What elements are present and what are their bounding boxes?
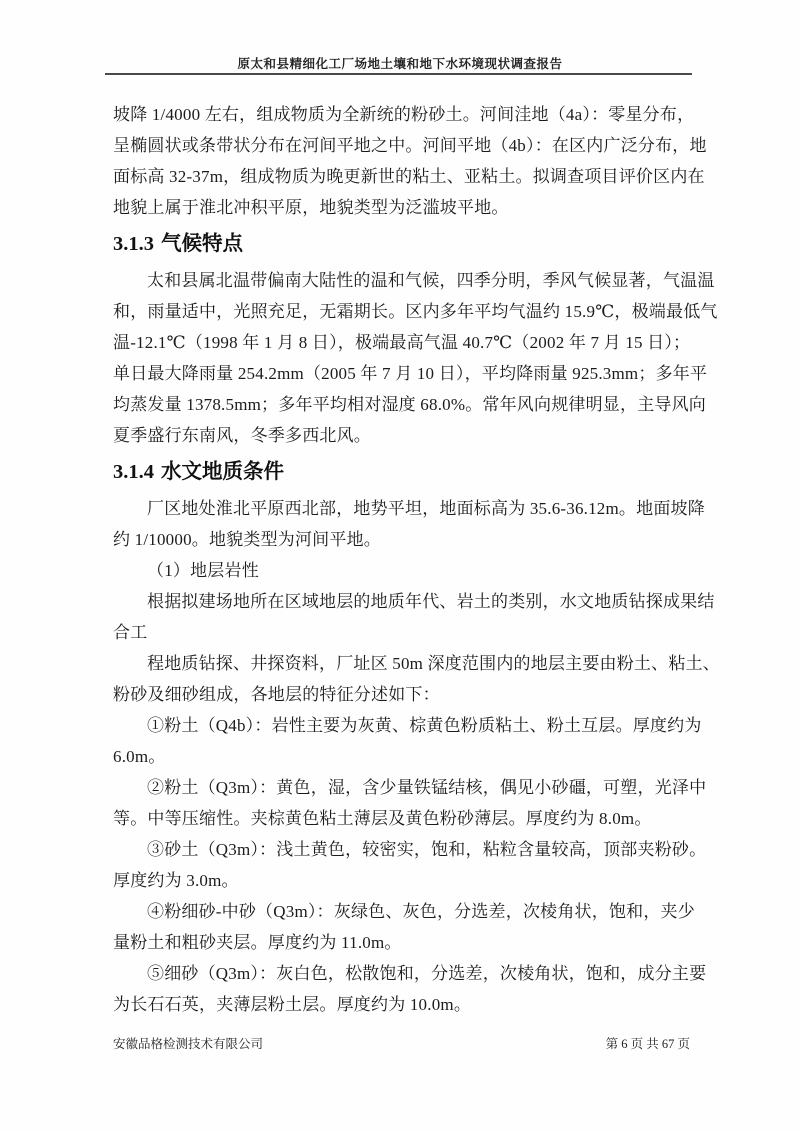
paragraph-line: ③砂土（Q3m）：浅土黄色，较密实，饱和，粘粒含量较高，顶部夹粉砂。 — [147, 840, 707, 859]
paragraph-line: 6.0m。 — [113, 747, 166, 766]
paragraph-line: 太和县属北温带偏南大陆性的温和气候，四季分明，季风气候显著，气温温 — [147, 271, 715, 290]
paragraph-line: 和，雨量适中，光照充足，无霜期长。区内多年平均气温约 15.9℃，极端最低气 — [113, 302, 718, 321]
paragraph-line: ④粉细砂-中砂（Q3m）：灰绿色、灰色，分选差，次棱角状，饱和，夹少 — [147, 902, 695, 921]
paragraph-line: 量粉土和粗砂夹层。厚度约为 11.0m。 — [113, 933, 402, 952]
section-heading — [113, 226, 693, 262]
paragraph-line: 坡降 1/4000 左右，组成物质为全新统的粉砂土。河间洼地（4a）：零星分布， — [113, 105, 695, 124]
paragraph-line: 合工 — [113, 623, 148, 642]
paragraph-line: 粉砂及细砂组成，各地层的特征分述如下： — [113, 685, 440, 704]
footer-company-name: 安徽品格检测技术有限公司 — [113, 1037, 264, 1051]
paragraph-line: ⑤细砂（Q3m）：灰白色，松散饱和，分选差，次棱角状，饱和，成分主要 — [147, 964, 707, 983]
paragraph-line: 根据拟建场地所在区域地层的地质年代、岩土的类别，水文地质钻探成果结 — [147, 592, 715, 611]
section-heading-title: 气候特点 — [161, 232, 243, 255]
paragraph-line: 厂区地处淮北平原西北部，地势平坦，地面标高为 35.6-36.12m。地面坡降 — [147, 499, 705, 518]
paragraph-line: 程地质钻探、井探资料，厂址区 50m 深度范围内的地层主要由粉土、粘土、 — [147, 654, 720, 673]
paragraph-line: 温-12.1℃（1998 年 1 月 8 日），极端最高气温 40.7℃（2002 年 7 月 15 日）； — [113, 333, 691, 352]
paragraph-line: 单日最大降雨量 254.2mm（2005 年 7 月 10 日），平均降雨量 925.3mm；多年平 — [113, 364, 708, 383]
page-header-title: 原太和县精细化工厂场地土壤和地下水环境现状调查报告 — [237, 57, 563, 71]
paragraph-line: ②粉土（Q3m）：黄色，湿，含少量铁锰结核，偶见小砂礓，可塑，光泽中 — [147, 778, 707, 797]
section-heading-title: 水文地质条件 — [161, 460, 284, 483]
paragraph-line: （1）地层岩性 — [147, 561, 259, 580]
header-rule — [105, 73, 692, 75]
paragraph-line: 约 1/10000。地貌类型为河间平地。 — [113, 530, 381, 549]
document-body — [113, 99, 720, 1020]
paragraph-line: 厚度约为 3.0m。 — [113, 871, 239, 890]
paragraph-line: 为长石石英，夹薄层粉土层。厚度约为 10.0m。 — [113, 995, 472, 1014]
footer-page-number: 第 6 页 共 67 页 — [605, 1037, 690, 1051]
paragraph-line: 均蒸发量 1378.5mm；多年平均相对湿度 68.0%。常年风向规律明显，主导风向 — [113, 395, 707, 414]
paragraph-line: ①粉土（Q4b）：岩性主要为灰黄、棕黄色粉质粘土、粉土互层。厚度约为 — [147, 716, 702, 735]
paragraph-line: 呈椭圆状或条带状分布在河间平地之中。河间平地（4b）：在区内广泛分布，地 — [113, 136, 707, 155]
paragraph-line: 面标高 32-37m，组成物质为晚更新世的粘土、亚粘土。拟调查项目评价区内在 — [113, 167, 705, 186]
paragraph-line: 等。中等压缩性。夹棕黄色粘土薄层及黄色粉砂薄层。厚度约为 8.0m。 — [113, 809, 652, 828]
section-heading — [113, 454, 693, 490]
section-heading-number: 3.1.3 — [113, 233, 154, 255]
section-heading-number: 3.1.4 — [113, 461, 154, 483]
paragraph-line: 地貌上属于淮北冲积平原，地貌类型为泛滥坡平地。 — [113, 198, 509, 217]
paragraph-line: 夏季盛行东南风，冬季多西北风。 — [113, 426, 371, 445]
